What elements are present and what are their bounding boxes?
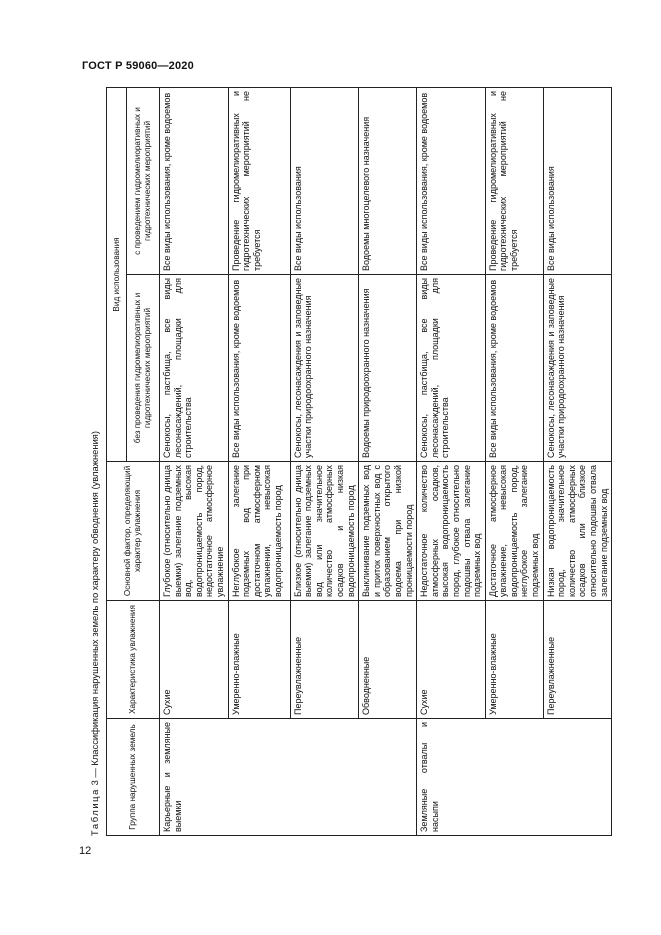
table-row [160, 87, 229, 835]
moisture-cell: Сухие [160, 601, 229, 719]
moisture-cell: Сухие [417, 601, 486, 719]
moisture-cell: Умеренно-влажные [485, 601, 543, 719]
moisture-cell: Переувлажненные [290, 601, 359, 719]
header-use: Вид использования [107, 87, 127, 461]
use-without-cell: Сенокосы, лесонасаждения и заповедные участки природоохранного назначения [543, 275, 612, 462]
use-with-cell: Все виды использования [543, 87, 612, 274]
rotated-table-block [86, 88, 609, 836]
use-with-cell: Все виды использования [290, 87, 359, 274]
group-cell: Земляные отвалы и насыпи [417, 719, 612, 836]
factor-cell: Достаточное атмосферное увлажнение, невысокая водопроницаемость пород, неглубокое залегание подземных вод [485, 462, 543, 601]
moisture-cell: Обводненные [359, 601, 417, 719]
use-without-cell: Все виды использования, кроме водоемов [485, 275, 543, 462]
table-row [417, 87, 486, 835]
use-without-cell: Водоемы природоохранного назначения [359, 275, 417, 462]
moisture-cell: Переувлажненные [543, 601, 612, 719]
use-with-cell: Водоемы многоцелевого назначения [359, 87, 417, 274]
document-header: ГОСТ Р 59060—2020 [82, 60, 194, 72]
factor-cell: Недостаточное количество атмосферных осадков, высокая водопроницаемость пород, глубокое относительно подошвы отвала залегание подземных вод [417, 462, 486, 601]
use-with-cell: Все виды использования, кроме водоемов [417, 87, 486, 274]
use-with-cell: Проведение гидромелиоративных и гидротехнических мероприятий не требуется [485, 87, 543, 274]
header-factor: Основной фактор, определяющий характер увлажнения [107, 462, 160, 601]
page-number: 12 [79, 845, 92, 857]
header-group: Группа нарушенных земель [107, 719, 160, 836]
use-without-cell: Сенокосы, лесонасаждения и заповедные участки природоохранного назначения [290, 275, 359, 462]
moisture-cell: Умеренно-влажные [228, 601, 290, 719]
factor-cell: Выклинивание подземных вод и приток поверхностных вод с образованием открытого водоема при низкой проницаемости пород [359, 462, 417, 601]
table-caption [89, 88, 101, 836]
factor-cell: Близкое (относительно днища выемки) залегание подземных вод или значительное количество атмосферных осадков и низкая водопроницаемость пород [290, 462, 359, 601]
table-caption-prefix: Таблица [89, 788, 100, 836]
factor-cell: Глубокое (относительно днища выемки) залегание подземных вод, высокая водопроницаемость пород, недостаточное атмосферное увлажнение [160, 462, 229, 601]
use-with-cell: Все виды использования, кроме водоемов [160, 87, 229, 274]
use-without-cell: Все виды использования, кроме водоемов [228, 275, 290, 462]
table-caption-text: 3 — Классификация нарушенных земель по характеру обводнения (увлажнения) [89, 431, 100, 786]
use-without-cell: Сенокосы, пастбища, все виды лесонасаждений, площадки для строительства [160, 275, 229, 462]
header-use-without: без проведения гидромелиоративных и гидротехнических мероприятий [127, 275, 160, 462]
header-moisture: Характеристика увлажнения [107, 601, 160, 719]
use-without-cell: Сенокосы, пастбища, все виды лесонасаждений, площадки для строительства [417, 275, 486, 462]
factor-cell: Неглубокое залегание подземных вод при достаточном атмосферном увлажнении, невысокая водопроницаемость пород [228, 462, 290, 601]
header-use-with: с проведением гидромелиоративных и гидротехнических мероприятий [127, 87, 160, 274]
use-with-cell: Проведение гидромелиоративных и гидротехнических мероприятий не требуется [228, 87, 290, 274]
group-cell: Карьерные и земляные выемки [160, 719, 417, 836]
classification-table [106, 87, 612, 836]
factor-cell: Низкая водопроницаемость пород, значительное количество атмосферных осадков или близкое относительно подошвы отвала залегание подземных вод [543, 462, 612, 601]
